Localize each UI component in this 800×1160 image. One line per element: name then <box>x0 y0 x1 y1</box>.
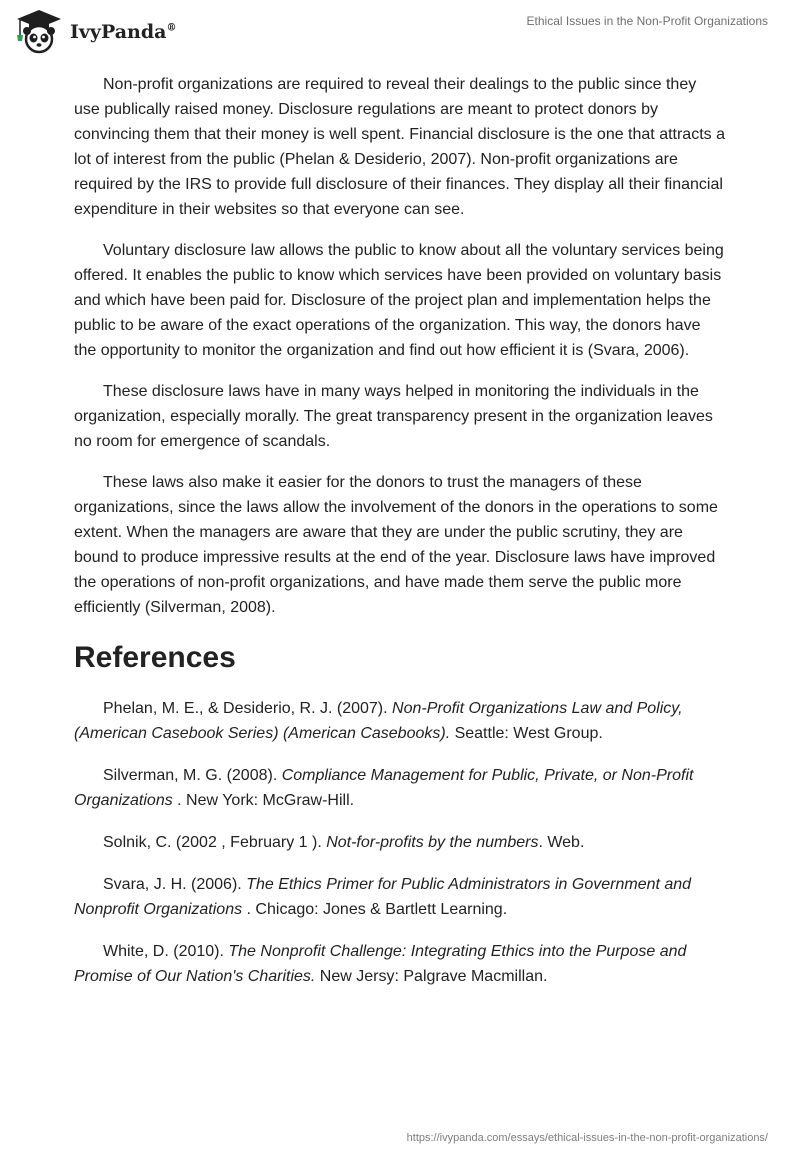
panda-graduate-icon <box>14 8 64 54</box>
reference-item: Silverman, M. G. (2008). Compliance Management for Public, Private, or Non-Profit Organizations . New York: McGraw-Hill. <box>74 767 694 809</box>
page-header <box>0 0 800 60</box>
reference-item: Phelan, M. E., & Desiderio, R. J. (2007). Non-Profit Organizations Law and Policy, (American Casebook Series) (American Casebooks). Seattle: West Group. <box>74 700 683 742</box>
body-paragraph: These laws also make it easier for the donors to trust the managers of these organizations, since the laws allow the involvement of the donors in the operations to some extent. When the managers are aware that they are under the public scrutiny, they are bound to produce impressive results at the end of the year. Disclosure laws have improved the operations of non-profit organizations, and have made them serve the public more efficiently (Silverman, 2008). <box>74 474 718 616</box>
body-paragraph: These disclosure laws have in many ways helped in monitoring the individuals in the organization, especially morally. The great transparency present in the organization leaves no room for emergence of scandals. <box>74 383 713 450</box>
body-paragraph: Voluntary disclosure law allows the public to know about all the voluntary services being offered. It enables the public to know which services have been provided on voluntary basis and which have been paid for. Disclosure of the project plan and implementation helps the public to be aware of the exact operations of the organization. This way, the donors have the opportunity to monitor the organization and find out how efficient it is (Svara, 2006). <box>74 242 724 359</box>
body-paragraph: Non-profit organizations are required to reveal their dealings to the public since they use publically raised money. Disclosure regulations are meant to protect donors by convincing them that their money is well spent. Financial disclosure is the one that attracts a lot of interest from the public (Phelan & Desiderio, 2007). Non-profit organizations are required by the IRS to provide full disclosure of their finances. They display all their financial expenditure in their websites so that everyone can see. <box>74 76 725 218</box>
ivypanda-logo[interactable] <box>14 8 176 54</box>
running-title: Ethical Issues in the Non-Profit Organizations <box>526 14 768 28</box>
essay-content <box>74 72 726 1006</box>
reference-item: Svara, J. H. (2006). The Ethics Primer for Public Administrators in Government and Nonprofit Organizations . Chicago: Jones & Bartlett Learning. <box>74 876 692 918</box>
source-url-link[interactable]: https://ivypanda.com/essays/ethical-issues-in-the-non-profit-organizations/ <box>406 1132 768 1144</box>
reference-item: Solnik, C. (2002 , February 1 ). Not-for-profits by the numbers. Web. <box>103 834 585 851</box>
references-heading: References <box>74 641 236 674</box>
reference-item: White, D. (2010). The Nonprofit Challenge: Integrating Ethics into the Purpose and Promise of Our Nation's Charities. New Jersy: Palgrave Macmillan. <box>74 943 687 985</box>
logo-wordmark: IvyPanda® <box>70 21 177 43</box>
